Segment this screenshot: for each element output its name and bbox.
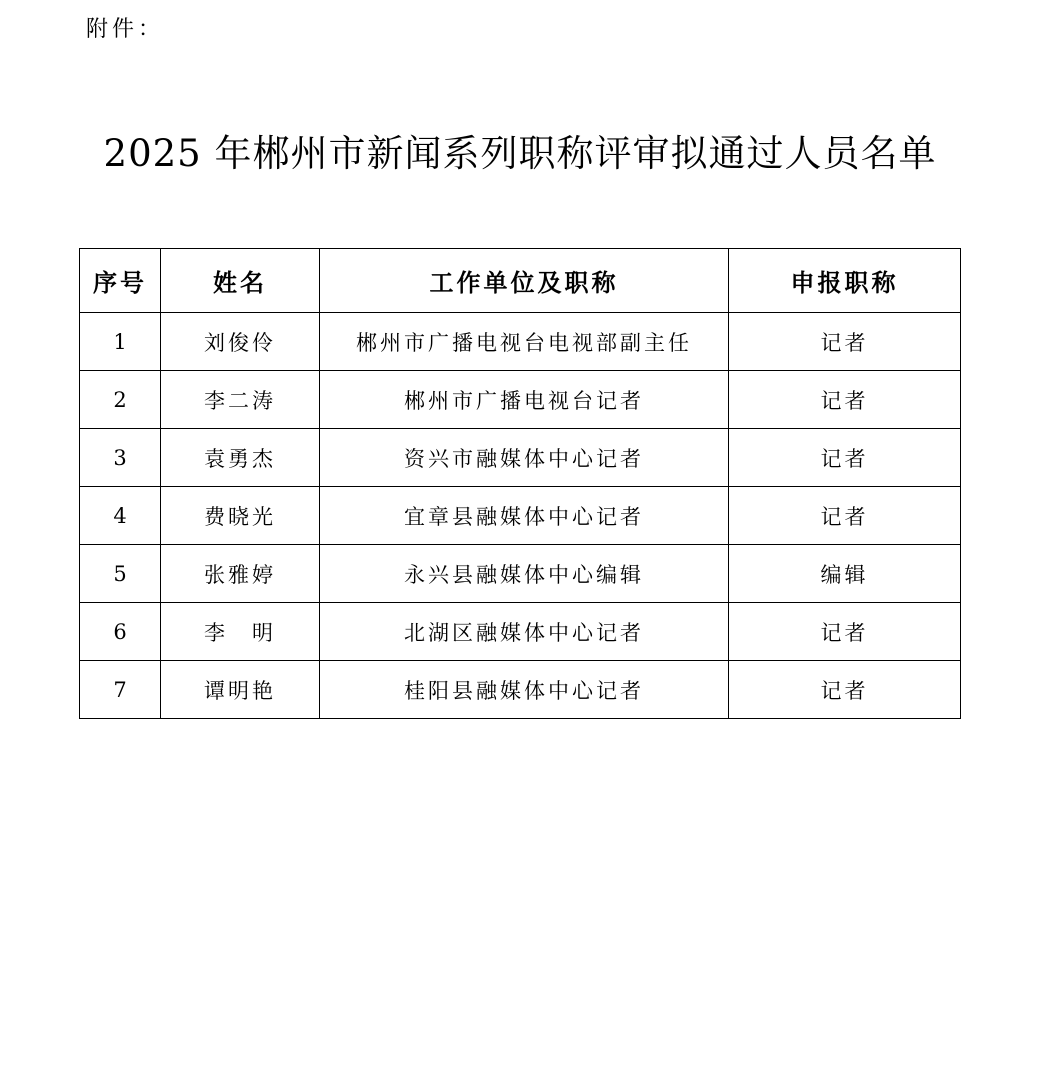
cell-index: 4 xyxy=(80,487,161,545)
cell-name: 谭明艳 xyxy=(161,661,320,719)
table-row xyxy=(80,545,961,603)
header-title: 申报职称 xyxy=(729,249,961,313)
cell-index: 2 xyxy=(80,371,161,429)
table-row xyxy=(80,487,961,545)
cell-title: 记者 xyxy=(729,661,961,719)
cell-title: 记者 xyxy=(729,429,961,487)
table-row xyxy=(80,371,961,429)
cell-index: 5 xyxy=(80,545,161,603)
cell-name: 刘俊伶 xyxy=(161,313,320,371)
cell-unit: 桂阳县融媒体中心记者 xyxy=(320,661,729,719)
approved-personnel-table xyxy=(79,248,961,719)
cell-name: 李二涛 xyxy=(161,371,320,429)
cell-index: 6 xyxy=(80,603,161,661)
cell-name: 张雅婷 xyxy=(161,545,320,603)
cell-index: 7 xyxy=(80,661,161,719)
table-header-row xyxy=(80,249,961,313)
cell-unit: 资兴市融媒体中心记者 xyxy=(320,429,729,487)
cell-index: 3 xyxy=(80,429,161,487)
cell-title: 记者 xyxy=(729,603,961,661)
cell-title: 记者 xyxy=(729,371,961,429)
table-row xyxy=(80,313,961,371)
attachment-label: 附件： xyxy=(86,17,165,42)
cell-title: 记者 xyxy=(729,313,961,371)
header-index: 序号 xyxy=(80,249,161,313)
cell-unit: 郴州市广播电视台记者 xyxy=(320,371,729,429)
cell-unit: 永兴县融媒体中心编辑 xyxy=(320,545,729,603)
table-row xyxy=(80,429,961,487)
cell-unit: 北湖区融媒体中心记者 xyxy=(320,603,729,661)
header-name: 姓名 xyxy=(161,249,320,313)
cell-name: 费晓光 xyxy=(161,487,320,545)
cell-name: 袁勇杰 xyxy=(161,429,320,487)
table-row xyxy=(80,603,961,661)
cell-unit: 宜章县融媒体中心记者 xyxy=(320,487,729,545)
header-unit: 工作单位及职称 xyxy=(320,249,729,313)
cell-title: 记者 xyxy=(729,487,961,545)
cell-title: 编辑 xyxy=(729,545,961,603)
cell-unit: 郴州市广播电视台电视部副主任 xyxy=(320,313,729,371)
document-title: 2025 年郴州市新闻系列职称评审拟通过人员名单 xyxy=(103,132,937,175)
cell-name: 李 明 xyxy=(161,603,320,661)
cell-index: 1 xyxy=(80,313,161,371)
table-row xyxy=(80,661,961,719)
